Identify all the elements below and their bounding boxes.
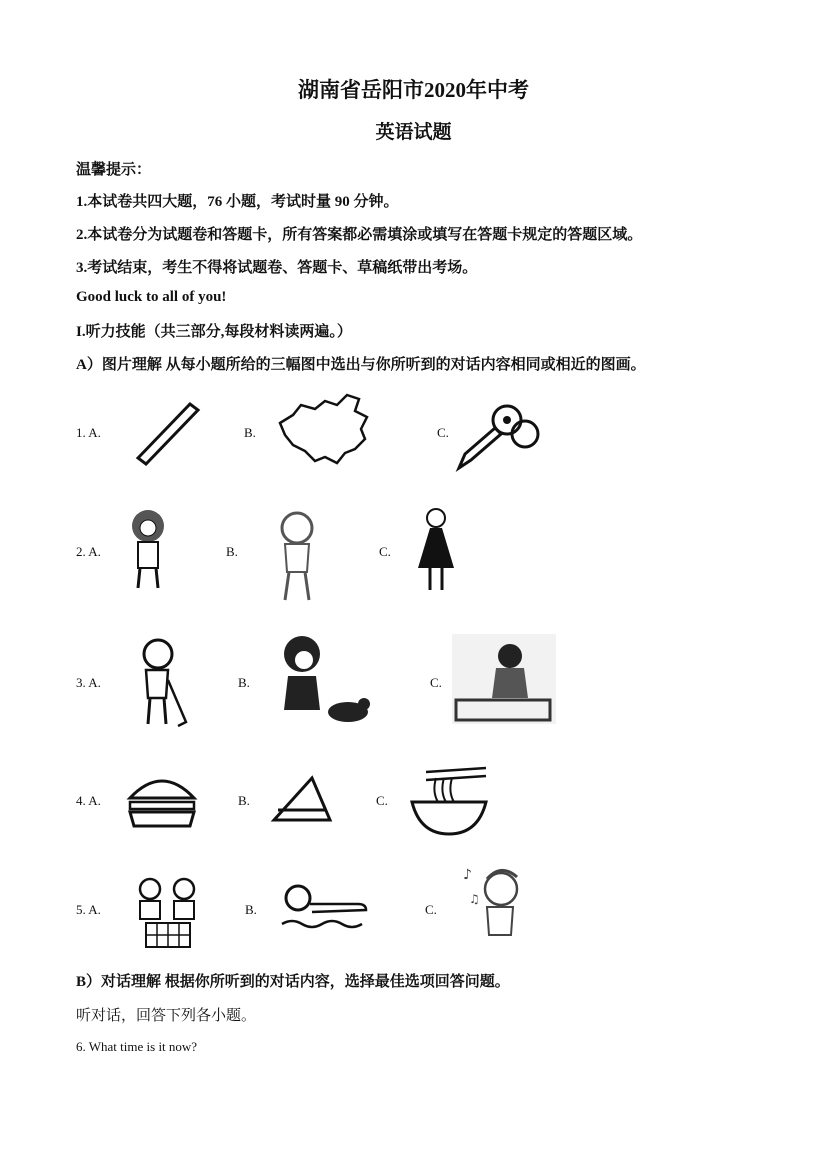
q5-label-a: 5. A. [76, 902, 101, 917]
section-heading: I.听力技能（共三部分,每段材料读两遍。） [76, 324, 352, 340]
kids-playing-chess-icon [130, 875, 205, 950]
notice-item-3: 3.考试结束，考生不得将试题卷、答题卡、草稿纸带出考场。 [76, 260, 478, 276]
part-b-instruction: 听对话，回答下列各小题。 [76, 1008, 257, 1024]
svg-text:♫: ♫ [469, 892, 480, 906]
q2-label-b: B. [226, 544, 238, 559]
q1-label-a: 1. A. [76, 425, 101, 440]
q1-label-b: B. [244, 425, 256, 440]
notice-heading: 温馨提示： [76, 162, 152, 178]
q4-label-b: B. [238, 793, 250, 808]
short-hair-boy-icon [267, 510, 327, 605]
part-b-heading: B）对话理解 根据你所听到的对话内容，选择最佳选项回答问题。 [76, 974, 510, 990]
sandwich-icon [270, 770, 335, 830]
q3-label-c: C. [430, 675, 442, 690]
curly-hair-girl-icon [128, 508, 168, 593]
hamburger-icon [126, 770, 198, 830]
notice-item-1: 1.本试卷共四大题，76 小题，考试时量 90 分钟。 [76, 194, 399, 210]
q5-label-c: C. [425, 902, 437, 917]
greeting: Good luck to all of you! [76, 289, 227, 305]
question-6: 6. What time is it now? [76, 1039, 198, 1054]
swimmer-icon [278, 880, 373, 935]
q4-label-a: 4. A. [76, 793, 101, 808]
part-a-heading: A）图片理解 从每小题所给的三幅图中选出与你所听到的对话内容相同或相近的图画。 [76, 357, 646, 373]
noodles-icon [408, 766, 490, 838]
key-icon [455, 398, 545, 473]
page-subtitle: 英语试题 [375, 122, 452, 143]
q4-label-c: C. [376, 793, 388, 808]
q1-label-c: C. [437, 425, 449, 440]
q3-label-b: B. [238, 675, 250, 690]
girl-in-dress-icon [416, 504, 456, 594]
ruler-icon [132, 398, 202, 468]
q5-label-b: B. [245, 902, 257, 917]
q2-label-c: C. [379, 544, 391, 559]
boy-sweeping-icon [128, 636, 193, 731]
svg-text:♪: ♪ [463, 867, 472, 883]
girl-with-dog-icon [270, 632, 375, 727]
china-map-icon [275, 393, 375, 468]
notice-item-2: 2.本试卷分为试题卷和答题卡，所有答案都必需填涂或填写在答题卡规定的答题区域。 [76, 227, 643, 243]
boy-singing-icon [457, 855, 537, 950]
q2-label-a: 2. A. [76, 544, 101, 559]
woman-cooking-icon [450, 632, 558, 727]
page-title: 湖南省岳阳市2020年中考 [298, 78, 529, 102]
q3-label-a: 3. A. [76, 675, 101, 690]
